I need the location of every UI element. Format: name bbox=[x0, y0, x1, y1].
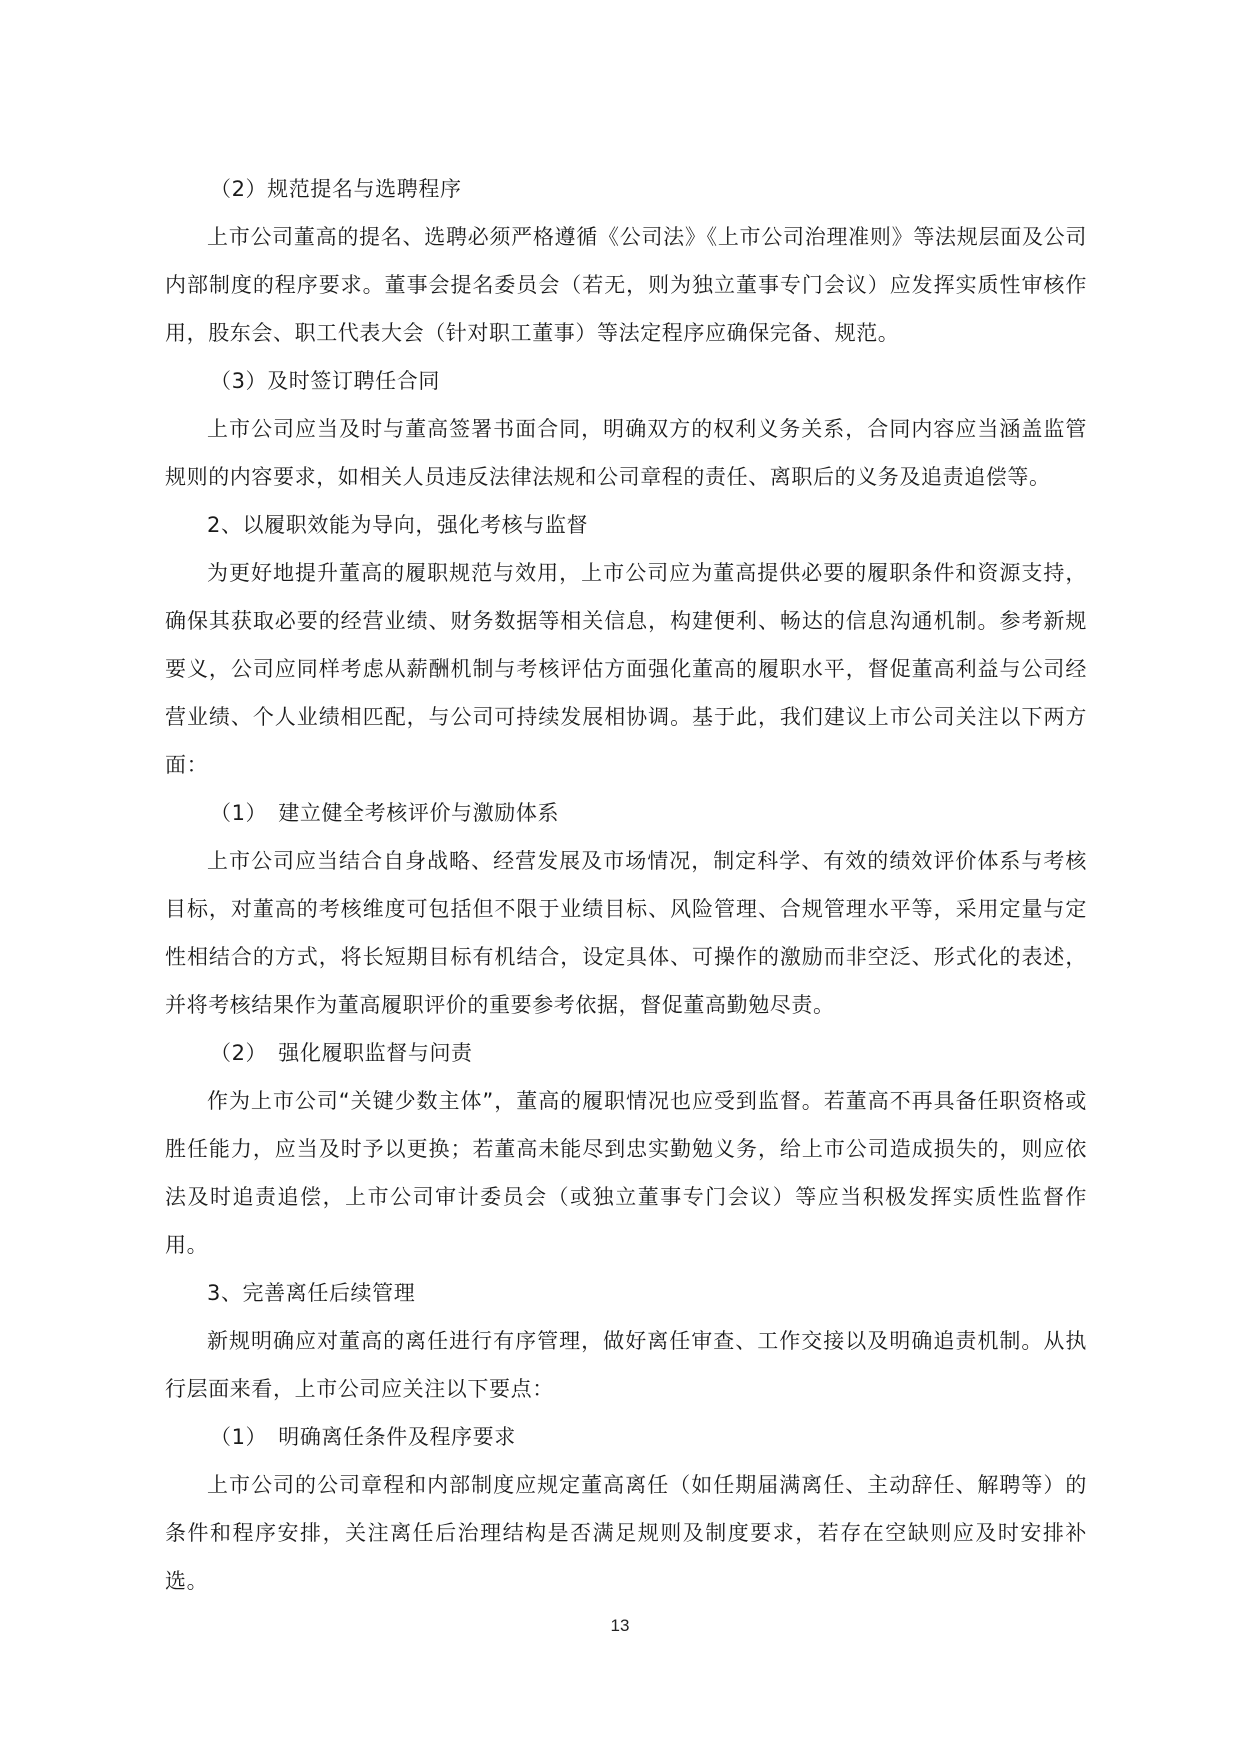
paragraph-nomination-requirements: 上市公司董高的提名、选聘必须严格遵循《公司法》《上市公司治理准则》等法规层面及公司内部制度的程序要求。董事会提名委员会（若无，则为独立董事专门会议）应发挥实质性审核作用，股东会、职工代表大会（针对职工董事）等法定程序应确保完备、规范。 bbox=[165, 225, 1087, 345]
paragraph-departure-management: 新规明确应对董高的离任进行有序管理，做好离任审查、工作交接以及明确追责机制。从执行层面来看，上市公司应关注以下要点： bbox=[165, 1329, 1087, 1401]
subheading-departure-conditions: （1） 明确离任条件及程序要求 bbox=[210, 1425, 516, 1449]
page-number: 13 bbox=[610, 1616, 630, 1635]
subheading-supervision-accountability: （2） 强化履职监督与问责 bbox=[210, 1041, 473, 1065]
subheading-sign-contract: （3）及时签订聘任合同 bbox=[210, 369, 440, 393]
subheading-evaluation-system: （1） 建立健全考核评价与激励体系 bbox=[210, 801, 560, 825]
section-heading-departure: 3、完善离任后续管理 bbox=[207, 1281, 416, 1305]
paragraph-evaluation-system: 上市公司应当结合自身战略、经营发展及市场情况，制定科学、有效的绩效评价体系与考核目标，对董高的考核维度可包括但不限于业绩目标、风险管理、合规管理水平等，采用定量与定性相结合的方式，将长短期目标有机结合，设定具体、可操作的激励而非空泛、形式化的表述，并将考核结果作为董高履职评价的重要参考依据，督促董高勤勉尽责。 bbox=[165, 849, 1087, 1017]
section-heading-performance: 2、以履职效能为导向，强化考核与监督 bbox=[207, 513, 589, 537]
paragraph-supervision-accountability: 作为上市公司“关键少数主体”，董高的履职情况也应受到监督。若董高不再具备任职资格或胜任能力，应当及时予以更换；若董高未能尽到忠实勤勉义务，给上市公司造成损失的，则应依法及时追责追偿，上市公司审计委员会（或独立董事专门会议）等应当积极发挥实质性监督作用。 bbox=[165, 1089, 1087, 1257]
paragraph-departure-conditions: 上市公司的公司章程和内部制度应规定董高离任（如任期届满离任、主动辞任、解聘等）的条件和程序安排，关注离任后治理结构是否满足规则及制度要求，若存在空缺则应及时安排补选。 bbox=[165, 1473, 1087, 1593]
page-body bbox=[165, 165, 1087, 1605]
paragraph-contract-details: 上市公司应当及时与董高签署书面合同，明确双方的权利义务关系，合同内容应当涵盖监管规则的内容要求，如相关人员违反法律法规和公司章程的责任、离职后的义务及追责追偿等。 bbox=[165, 417, 1087, 489]
paragraph-performance-support: 为更好地提升董高的履职规范与效用，上市公司应为董高提供必要的履职条件和资源支持，确保其获取必要的经营业绩、财务数据等相关信息，构建便利、畅达的信息沟通机制。参考新规要义，公司应同样考虑从薪酬机制与考核评估方面强化董高的履职水平，督促董高利益与公司经营业绩、个人业绩相匹配，与公司可持续发展相协调。基于此，我们建议上市公司关注以下两方面： bbox=[165, 561, 1087, 777]
subheading-nomination-procedure: （2）规范提名与选聘程序 bbox=[210, 177, 462, 201]
